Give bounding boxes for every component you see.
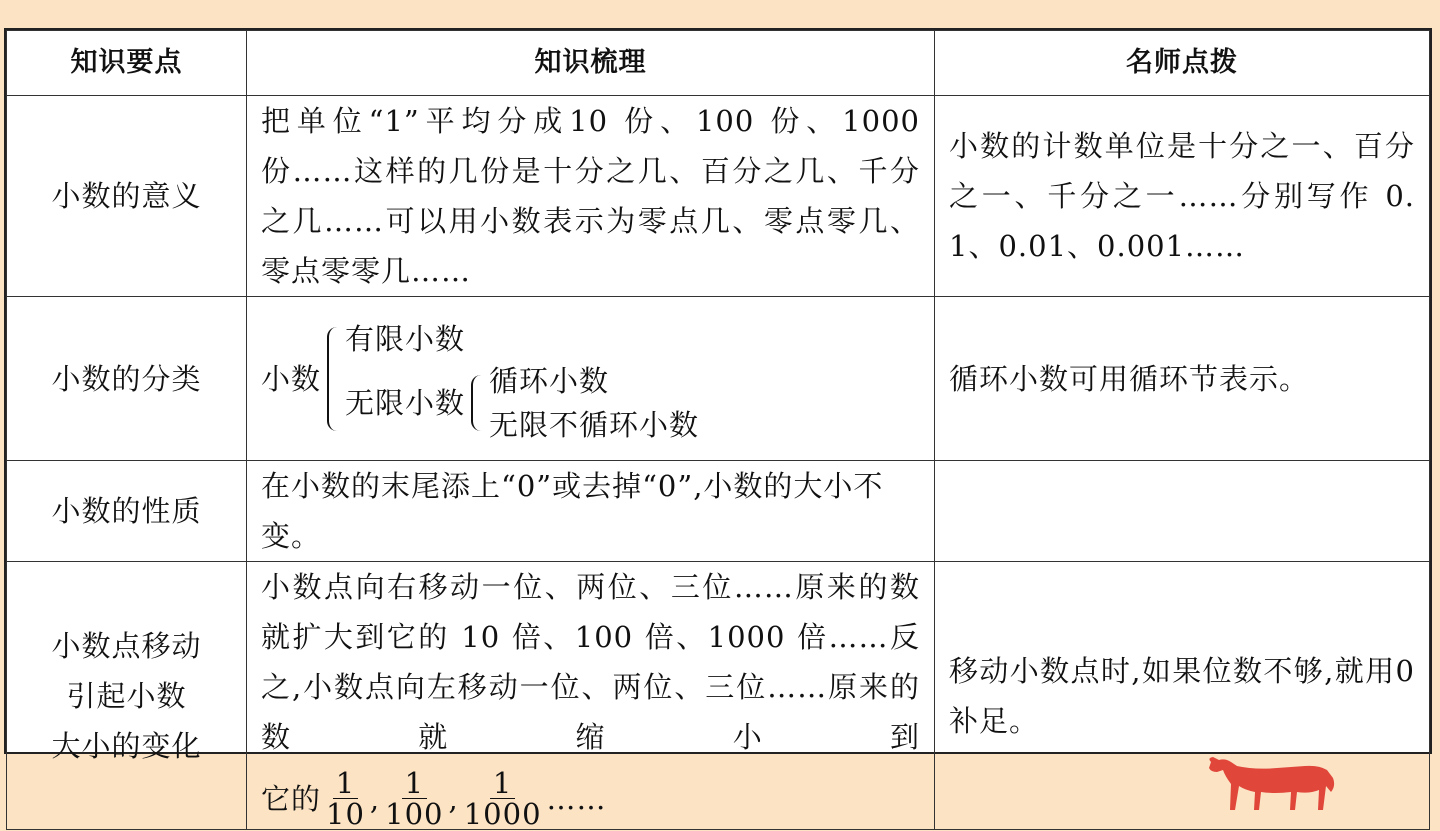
- branch-repeating: 循环小数: [489, 363, 610, 398]
- classification-diagram: [261, 309, 920, 449]
- content-prefix: 它的: [261, 781, 322, 816]
- fraction-line: [261, 768, 920, 829]
- classification-root: 小数: [261, 361, 322, 396]
- header-knowledge-point: 知识要点: [7, 31, 247, 96]
- content-text: 小数点向右移动一位、两位、三位……原来的数就扩大到它的 10 倍、100 倍、1000 倍……反之,小数点向左移动一位、两位、三位……原来的数就缩小到: [261, 570, 920, 754]
- fraction-denominator: 10: [326, 797, 365, 831]
- fraction: [461, 768, 545, 829]
- content-cell: [247, 562, 935, 830]
- topic-cell: [7, 562, 247, 830]
- fraction-numerator: 1: [402, 768, 427, 799]
- infinite-subtypes: [489, 359, 699, 447]
- table-row: [7, 96, 1430, 297]
- left-brace-icon: [327, 327, 341, 431]
- branch-finite: 有限小数: [345, 321, 466, 356]
- topic-line: 大小的变化: [51, 728, 202, 763]
- content-cell: 在小数的末尾添上“0”或去掉“0”,小数的大小不变。: [247, 461, 935, 562]
- table-row: [7, 461, 1430, 562]
- tip-cell: 循环小数可用循环节表示。: [935, 297, 1430, 461]
- fraction-numerator: 1: [490, 768, 515, 799]
- topic-cell: 小数的性质: [7, 461, 247, 562]
- branch-non-repeating: 无限不循环小数: [489, 407, 700, 442]
- fraction-separator: ,: [369, 781, 381, 816]
- classification-branches: [345, 319, 700, 442]
- fraction-denominator: 1000: [463, 797, 542, 831]
- branch-infinite: 无限小数: [345, 385, 466, 420]
- branch-infinite-group: [345, 359, 699, 447]
- tip-cell: 移动小数点时,如果位数不够,就用0 补足。: [935, 562, 1430, 830]
- horse-silhouette-icon: [1205, 756, 1340, 810]
- ellipsis: ……: [546, 781, 607, 816]
- topic-cell: 小数的分类: [7, 297, 247, 461]
- tip-cell: [935, 461, 1430, 562]
- table-row: [7, 297, 1430, 461]
- fraction: [382, 768, 446, 829]
- knowledge-table-container: [4, 28, 1432, 831]
- topic-line: 引起小数: [66, 678, 187, 713]
- table-header-row: [7, 31, 1430, 96]
- fraction-numerator: 1: [333, 768, 358, 799]
- fraction: [323, 768, 368, 829]
- topic-cell: 小数的意义: [7, 96, 247, 297]
- fraction-denominator: 100: [385, 797, 444, 831]
- left-brace-icon: [471, 375, 485, 431]
- tip-cell: 小数的计数单位是十分之一、百分之一、千分之一……分别写作 0. 1、0.01、0.001……: [935, 96, 1430, 297]
- content-cell: 把单位“1”平均分成10 份、100 份、1000 份……这样的几份是十分之几、百分之几、千分之几……可以用小数表示为零点几、零点零几、零点零零几……: [247, 96, 935, 297]
- fraction-separator: ,: [448, 781, 459, 816]
- header-teacher-tips: 名师点拨: [935, 31, 1430, 96]
- header-knowledge-summary: 知识梳理: [247, 31, 935, 96]
- classification-cell: [247, 297, 935, 461]
- topic-line: 小数点移动: [51, 628, 202, 663]
- knowledge-table: [6, 30, 1430, 830]
